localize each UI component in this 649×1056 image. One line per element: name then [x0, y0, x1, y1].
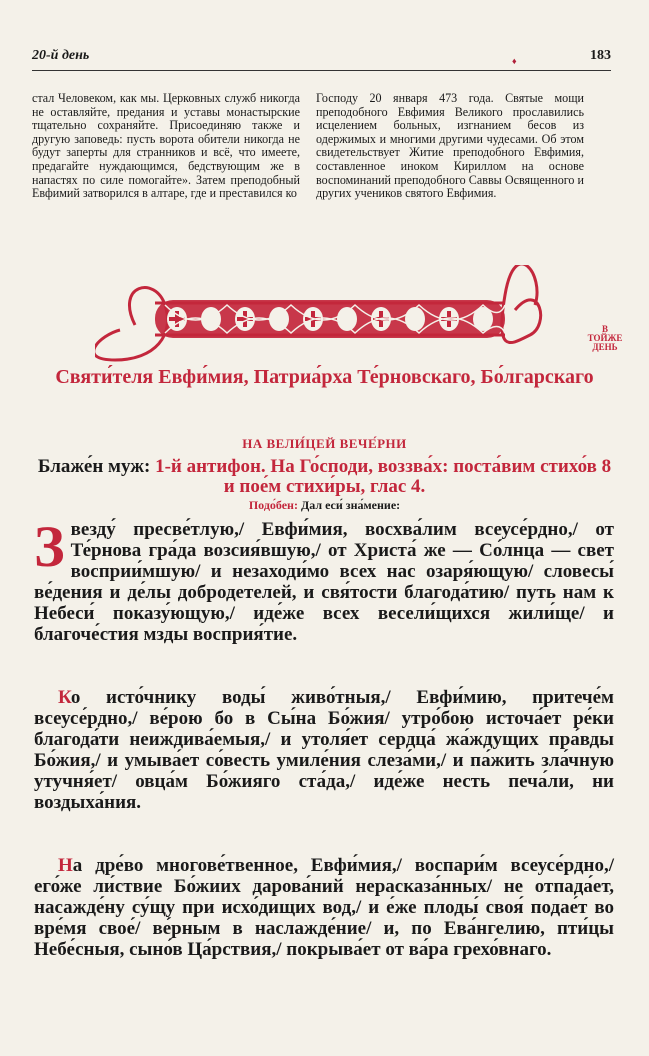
page-number: 183 — [590, 48, 611, 63]
podoben-text: Дал еси́ зна́мение: — [297, 498, 401, 512]
left-column — [32, 92, 300, 201]
rubric-part-1: Блаже́н муж: — [37, 456, 151, 477]
stanza-initial: К — [58, 687, 71, 708]
podoben-label: Подо́бен: — [248, 498, 298, 512]
right-column — [316, 92, 584, 201]
stanza-3 — [34, 856, 614, 961]
dropcap: З — [34, 514, 65, 579]
ornamental-band-icon — [95, 265, 555, 370]
side-note — [580, 325, 630, 352]
right-column-text: Господу 20 января 473 года. Святые мощи преподобного Евфимия Великого прославились исцелением больных, изгнанием бесов из одержимых и многими другими чудесами. Об этом свидетельствует Житие преподобного Евфимия, составленное иноком Кириллом на основе воспоминаний преподобного Саввы Освященного и других учеников святого Евфимия. — [316, 91, 584, 201]
stanza-body: а дре́во многове́твенное, Евфи́мия,/ воспари́м всеусе́рдно,/ его́же ли́ствие Бо́жиих дарова́ний нерасказа́нных/ не отпада́ет, насажде́ну су́щу при исхо́дищих вод,/ и е́же плоды́ своя́ подае́т во вре́мя свое́/ ве́рным в наслажде́ние/ и, по Ева́нгелию, пти́цы Небе́сныя, сыно́в Ца́рствия,/ покрыва́ет от ва́ра грехо́внаго. — [34, 855, 614, 960]
side-note-line-2: ТОЙЖЕ — [587, 333, 623, 343]
service-title: Святи́теля Евфи́мия, Патриа́рха Те́рновскаго, Бо́лгарскаго — [55, 366, 594, 388]
left-column-text: стал Человеком, как мы. Церковных служб никогда не оставляйте, предания и уставы монастырские тщательно сохраняйте. Присоединяю также и другую заповедь: пусть ворота обители никогда не будут заперты для странников и всё, что имеете, предагайте нуждающимся, бедствующим же в напастях по силе помогайте». Затем преподобный Евфимий затворился в алтаре, где и преставился ко — [32, 91, 300, 201]
rubric-part-3: поста́вим стихо́в 8 и пое́м стихи́ры, глас 4. — [223, 456, 612, 497]
small-mark-icon: ♦ — [512, 56, 517, 66]
stanza-body: о исто́чнику воды́ живо́тныя,/ Евфи́мию, притече́м всеусе́рдно,/ ве́рою бо в Сы́на Бо́жия/ утро́бою источа́ет ре́ки благода́ти неиждива́емыя,/ и утоля́ет сердца́ жа́ждущих пра́вды Бо́жия,/ и умыва́ет со́весть умиле́ния слеза́ми,/ и па́жить зла́чную утучня́ет/ овца́м Бо́жияго ста́да,/ иде́же несть печа́ли, ни воздыха́ния. — [34, 687, 614, 813]
stanza-text — [34, 856, 614, 961]
stanza-2 — [34, 688, 614, 813]
rubric-part-2: 1-й антифон. На Го́споди, воззва́х: — [150, 456, 449, 477]
stanza-text — [34, 688, 614, 813]
stanza-1 — [34, 514, 614, 645]
podoben-line — [34, 498, 615, 513]
side-note-line-1: В — [601, 324, 608, 334]
side-note-line-3: ДЕНЬ — [592, 342, 618, 352]
stanza-initial: Н — [58, 855, 73, 876]
day-label: 20-й день — [32, 48, 90, 63]
vespers-heading: НА ВЕЛИ́ЦЕЙ ВЕЧЕ́РНИ — [242, 436, 407, 451]
page-header — [32, 44, 611, 71]
stanza-text: везду́ пресве́тлую,/ Евфи́мия, восхва́лим всеусе́рдно,/ от Те́рнова гра́да возсия́вшую,/ от Христа́ же — Со́лнца — свет восприи́мшую/ и незаходи́мо всех нас озаря́ющую/ словесы́ ве́дения и де́лы добродетелей, и свя́тости благода́тию/ путь нам к Небеси́ показу́ющую,/ иде́же всех весели́щихся жили́ще/ и благоче́стия мзды восприя́тие. — [34, 519, 614, 645]
rubric — [34, 457, 615, 497]
